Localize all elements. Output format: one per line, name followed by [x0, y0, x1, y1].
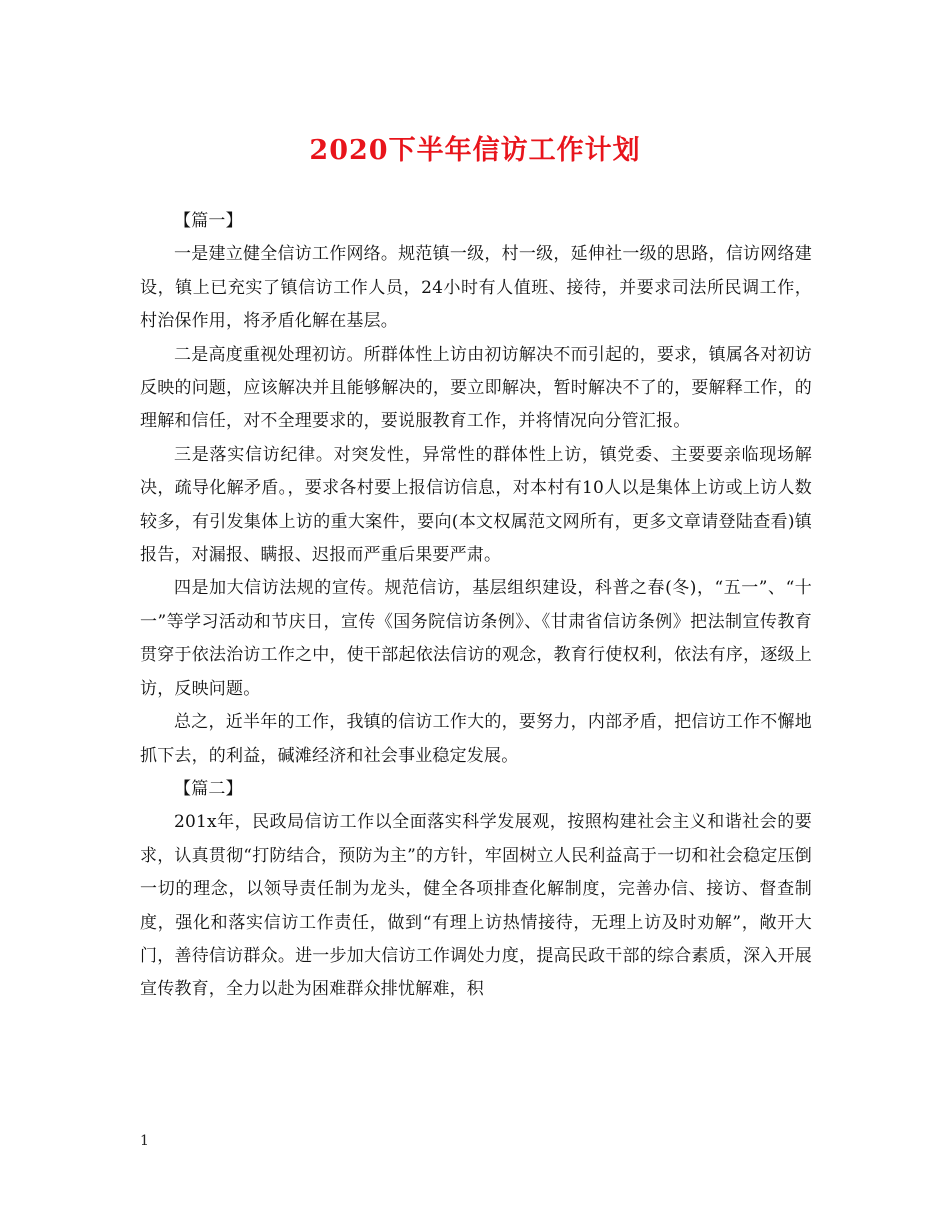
section-heading: 【篇一】 [174, 211, 243, 231]
paragraph: 201x年，民政局信访工作以全面落实科学发展观，按照构建社会主义和谐社会的要求，认真贯彻“打防结合，预防为主”的方针，牢固树立人民利益高于一切和社会稳定压倒一切的理念，以领导责任制为龙头，健全各项排查化解制度，完善办信、接访、督查制度，强化和落实信访工作责任，做到“有理上访热情接待，无理上访及时劝解”，敞开大门，善待信访群众。进一步加大信访工作调处力度，提高民政干部的综合素质，深入开展宣传教育，全力以赴为困难群众排忧解难，积 [140, 812, 812, 1000]
document-title: 2020下半年信访工作计划 [309, 135, 641, 166]
paragraph: 三是落实信访纪律。对突发性，异常性的群体性上访，镇党委、主要要亲临现场解决，疏导化解矛盾。，要求各村要上报信访信息，对本村有10人以是集体上访或上访人数较多，有引发集体上访的重大案件，要向(本文权属范文网所有，更多文章请登陆查看)镇报告，对漏报、瞒报、迟报而严重后果要严肃。 [140, 444, 812, 566]
page-number: 1 [140, 1133, 149, 1149]
paragraph: 四是加大信访法规的宣传。规范信访，基层组织建设，科普之春(冬)，“五一”、“十一”等学习活动和节庆日，宣传《国务院信访条例》、《甘肃省信访条例》把法制宣传教育贯穿于依法治访工作之中，使干部起依法信访的观念，教育行使权利，依法有序，逐级上访，反映问题。 [140, 578, 812, 699]
section-heading: 【篇二】 [174, 778, 243, 799]
paragraph: 总之，近半年的工作，我镇的信访工作大的，要努力，内部矛盾，把信访工作不懈地抓下去，的利益，碱滩经济和社会事业稳定发展。 [140, 712, 812, 766]
paragraph: 一是建立健全信访工作网络。规范镇一级，村一级，延伸社一级的思路，信访网络建设，镇上已充实了镇信访工作人员，24小时有人值班、接待，并要求司法所民调工作，村治保作用，将矛盾化解在基层。 [140, 244, 812, 332]
document-body [140, 205, 812, 1007]
paragraph: 二是高度重视处理初访。所群体性上访由初访解决不而引起的，要求，镇属各对初访反映的问题，应该解决并且能够解决的，要立即解决，暂时解决不了的，要解释工作，的理解和信任，对不全理要求的，要说服教育工作，并将情况向分管汇报。 [140, 344, 812, 432]
